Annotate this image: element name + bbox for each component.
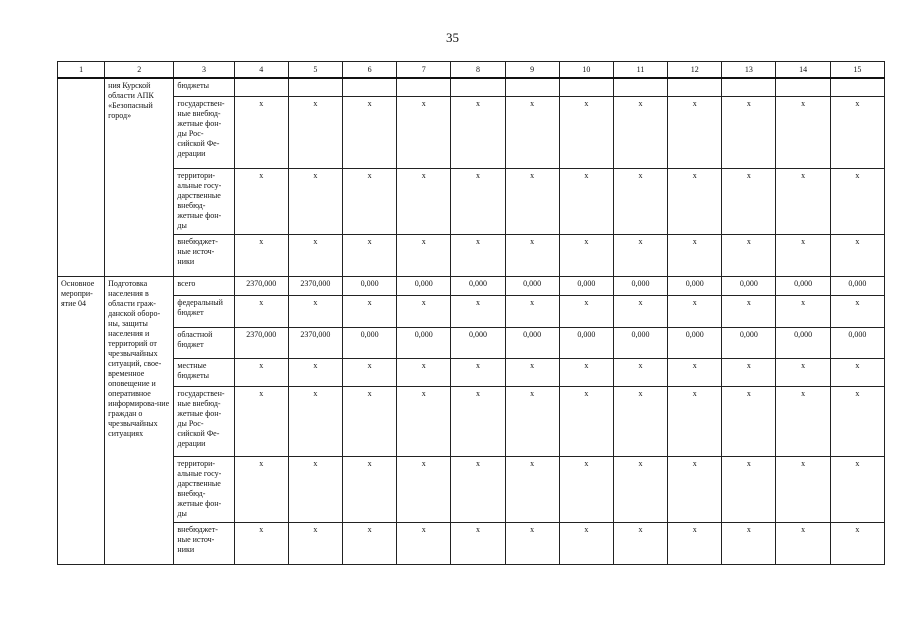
value-cell: 2370,000 [288, 327, 342, 358]
value-cell: x [613, 96, 667, 168]
value-cell: x [234, 96, 288, 168]
value-cell: x [830, 234, 884, 276]
value-cell: 0,000 [722, 327, 776, 358]
value-cell: 0,000 [559, 276, 613, 295]
value-cell: x [451, 456, 505, 522]
source-label-cell: всего [174, 276, 234, 295]
value-cell: x [288, 358, 342, 386]
value-cell: x [451, 358, 505, 386]
value-cell: x [451, 295, 505, 327]
value-cell: x [234, 295, 288, 327]
value-cell: x [613, 456, 667, 522]
measure-code-cell: Основное меропри-ятие 04 [58, 276, 105, 564]
financing-table [57, 61, 885, 565]
value-cell: x [830, 96, 884, 168]
source-label-cell: федеральный бюджет [174, 295, 234, 327]
value-cell: x [559, 96, 613, 168]
value-cell: x [342, 386, 396, 456]
table-row [58, 234, 885, 276]
value-cell [505, 78, 559, 96]
source-label-cell: территори-альные госу-дарственные внебюд-жетные фон-ды [174, 456, 234, 522]
column-header: 14 [776, 62, 830, 79]
value-cell: x [234, 234, 288, 276]
value-cell: 0,000 [668, 276, 722, 295]
value-cell [559, 78, 613, 96]
value-cell: x [505, 386, 559, 456]
value-cell: x [613, 168, 667, 234]
table-row [58, 295, 885, 327]
source-label-cell: внебюджет-ные источ-ники [174, 522, 234, 564]
table-row [58, 168, 885, 234]
value-cell: x [505, 168, 559, 234]
value-cell: x [342, 522, 396, 564]
column-header: 15 [830, 62, 884, 79]
value-cell [451, 78, 505, 96]
value-cell: 0,000 [451, 276, 505, 295]
value-cell: 2370,000 [234, 276, 288, 295]
value-cell: 0,000 [830, 327, 884, 358]
source-label-cell: территори-альные госу-дарственные внебюд-жетные фон-ды [174, 168, 234, 234]
source-label-cell: государствен-ные внебюд-жетные фон-ды Рос-сийской Фе-дерации [174, 96, 234, 168]
value-cell: x [505, 456, 559, 522]
value-cell: x [505, 96, 559, 168]
table-row [58, 276, 885, 295]
value-cell: x [451, 386, 505, 456]
table-row [58, 78, 885, 96]
value-cell: 0,000 [505, 327, 559, 358]
value-cell: 0,000 [776, 327, 830, 358]
value-cell: x [288, 386, 342, 456]
value-cell: x [722, 358, 776, 386]
value-cell: x [830, 168, 884, 234]
value-cell: x [397, 386, 451, 456]
value-cell: 0,000 [776, 276, 830, 295]
value-cell: x [559, 522, 613, 564]
column-header: 1 [58, 62, 105, 79]
value-cell: x [613, 234, 667, 276]
value-cell: x [234, 522, 288, 564]
value-cell: x [505, 358, 559, 386]
value-cell: x [776, 522, 830, 564]
column-header: 6 [342, 62, 396, 79]
measure-title-cell: ния Курской области АПК «Безопасный город» [105, 78, 174, 276]
value-cell: x [342, 96, 396, 168]
value-cell: x [234, 456, 288, 522]
value-cell [830, 78, 884, 96]
value-cell: x [397, 168, 451, 234]
value-cell: 2370,000 [288, 276, 342, 295]
value-cell: x [722, 295, 776, 327]
value-cell [342, 78, 396, 96]
value-cell: x [451, 234, 505, 276]
column-header: 12 [668, 62, 722, 79]
value-cell: 0,000 [397, 276, 451, 295]
value-cell: x [397, 456, 451, 522]
value-cell: x [830, 358, 884, 386]
value-cell: x [776, 168, 830, 234]
value-cell: x [830, 295, 884, 327]
value-cell: x [668, 168, 722, 234]
value-cell: x [559, 456, 613, 522]
value-cell: x [288, 96, 342, 168]
value-cell: x [397, 358, 451, 386]
column-header: 7 [397, 62, 451, 79]
value-cell: x [505, 522, 559, 564]
value-cell: x [234, 168, 288, 234]
value-cell: x [288, 522, 342, 564]
column-header: 4 [234, 62, 288, 79]
value-cell: x [722, 96, 776, 168]
value-cell: x [342, 234, 396, 276]
value-cell: x [288, 295, 342, 327]
value-cell: x [342, 456, 396, 522]
page-number: 35 [446, 30, 459, 45]
value-cell: x [830, 386, 884, 456]
measure-code-cell [58, 78, 105, 276]
value-cell: 0,000 [722, 276, 776, 295]
value-cell: x [668, 522, 722, 564]
value-cell: 0,000 [505, 276, 559, 295]
value-cell: x [397, 295, 451, 327]
source-label-cell: государствен-ные внебюд-жетные фон-ды Рос-сийской Фе-дерации [174, 386, 234, 456]
value-cell: x [451, 522, 505, 564]
value-cell: x [668, 386, 722, 456]
value-cell: x [559, 295, 613, 327]
value-cell: x [722, 456, 776, 522]
value-cell: 2370,000 [234, 327, 288, 358]
value-cell: x [776, 358, 830, 386]
table-row [58, 96, 885, 168]
value-cell: 0,000 [559, 327, 613, 358]
value-cell: x [722, 522, 776, 564]
value-cell: x [234, 386, 288, 456]
value-cell: x [451, 168, 505, 234]
source-label-cell: бюджеты [174, 78, 234, 96]
header-row [58, 62, 885, 79]
table-row [58, 327, 885, 358]
value-cell: x [668, 96, 722, 168]
column-header: 13 [722, 62, 776, 79]
column-header: 8 [451, 62, 505, 79]
value-cell: 0,000 [451, 327, 505, 358]
value-cell: x [613, 386, 667, 456]
value-cell: x [613, 358, 667, 386]
value-cell: x [342, 295, 396, 327]
measure-title-cell: Подготовка населения в области граж-данской оборо-ны, защиты населения и территорий от чрезвычайных ситуаций, свое-временное оповещение и оперативное информирова-ние граждан о чрезвычайных ситуациях [105, 276, 174, 564]
value-cell: x [559, 168, 613, 234]
value-cell: x [613, 522, 667, 564]
value-cell: x [397, 96, 451, 168]
value-cell: 0,000 [613, 276, 667, 295]
value-cell: x [234, 358, 288, 386]
table-row [58, 522, 885, 564]
value-cell: x [342, 358, 396, 386]
value-cell: x [505, 295, 559, 327]
column-header: 9 [505, 62, 559, 79]
value-cell: x [613, 295, 667, 327]
table-row [58, 358, 885, 386]
source-label-cell: внебюджет-ные источ-ники [174, 234, 234, 276]
value-cell: x [776, 456, 830, 522]
table-row [58, 386, 885, 456]
table-row [58, 456, 885, 522]
value-cell: x [397, 234, 451, 276]
column-header: 11 [613, 62, 667, 79]
value-cell: x [668, 234, 722, 276]
value-cell: x [288, 234, 342, 276]
value-cell: x [776, 386, 830, 456]
value-cell: x [776, 234, 830, 276]
value-cell: x [668, 295, 722, 327]
value-cell: x [559, 386, 613, 456]
source-label-cell: местные бюджеты [174, 358, 234, 386]
value-cell: x [668, 456, 722, 522]
value-cell [776, 78, 830, 96]
value-cell: 0,000 [613, 327, 667, 358]
value-cell: x [451, 96, 505, 168]
value-cell: x [668, 358, 722, 386]
column-header: 10 [559, 62, 613, 79]
value-cell: x [830, 522, 884, 564]
value-cell: 0,000 [830, 276, 884, 295]
column-header: 5 [288, 62, 342, 79]
value-cell: 0,000 [342, 276, 396, 295]
value-cell: x [288, 168, 342, 234]
value-cell: x [776, 96, 830, 168]
value-cell: x [722, 168, 776, 234]
value-cell [613, 78, 667, 96]
value-cell: x [342, 168, 396, 234]
value-cell: x [397, 522, 451, 564]
value-cell: 0,000 [668, 327, 722, 358]
value-cell [234, 78, 288, 96]
value-cell: x [505, 234, 559, 276]
value-cell [397, 78, 451, 96]
value-cell: x [722, 386, 776, 456]
column-header: 3 [174, 62, 234, 79]
value-cell: x [288, 456, 342, 522]
value-cell: x [776, 295, 830, 327]
value-cell: 0,000 [342, 327, 396, 358]
value-cell [288, 78, 342, 96]
value-cell: x [559, 234, 613, 276]
value-cell [722, 78, 776, 96]
table-body [58, 62, 885, 565]
value-cell: 0,000 [397, 327, 451, 358]
source-label-cell: областной бюджет [174, 327, 234, 358]
value-cell: x [559, 358, 613, 386]
value-cell: x [722, 234, 776, 276]
column-header: 2 [105, 62, 174, 79]
value-cell: x [830, 456, 884, 522]
value-cell [668, 78, 722, 96]
